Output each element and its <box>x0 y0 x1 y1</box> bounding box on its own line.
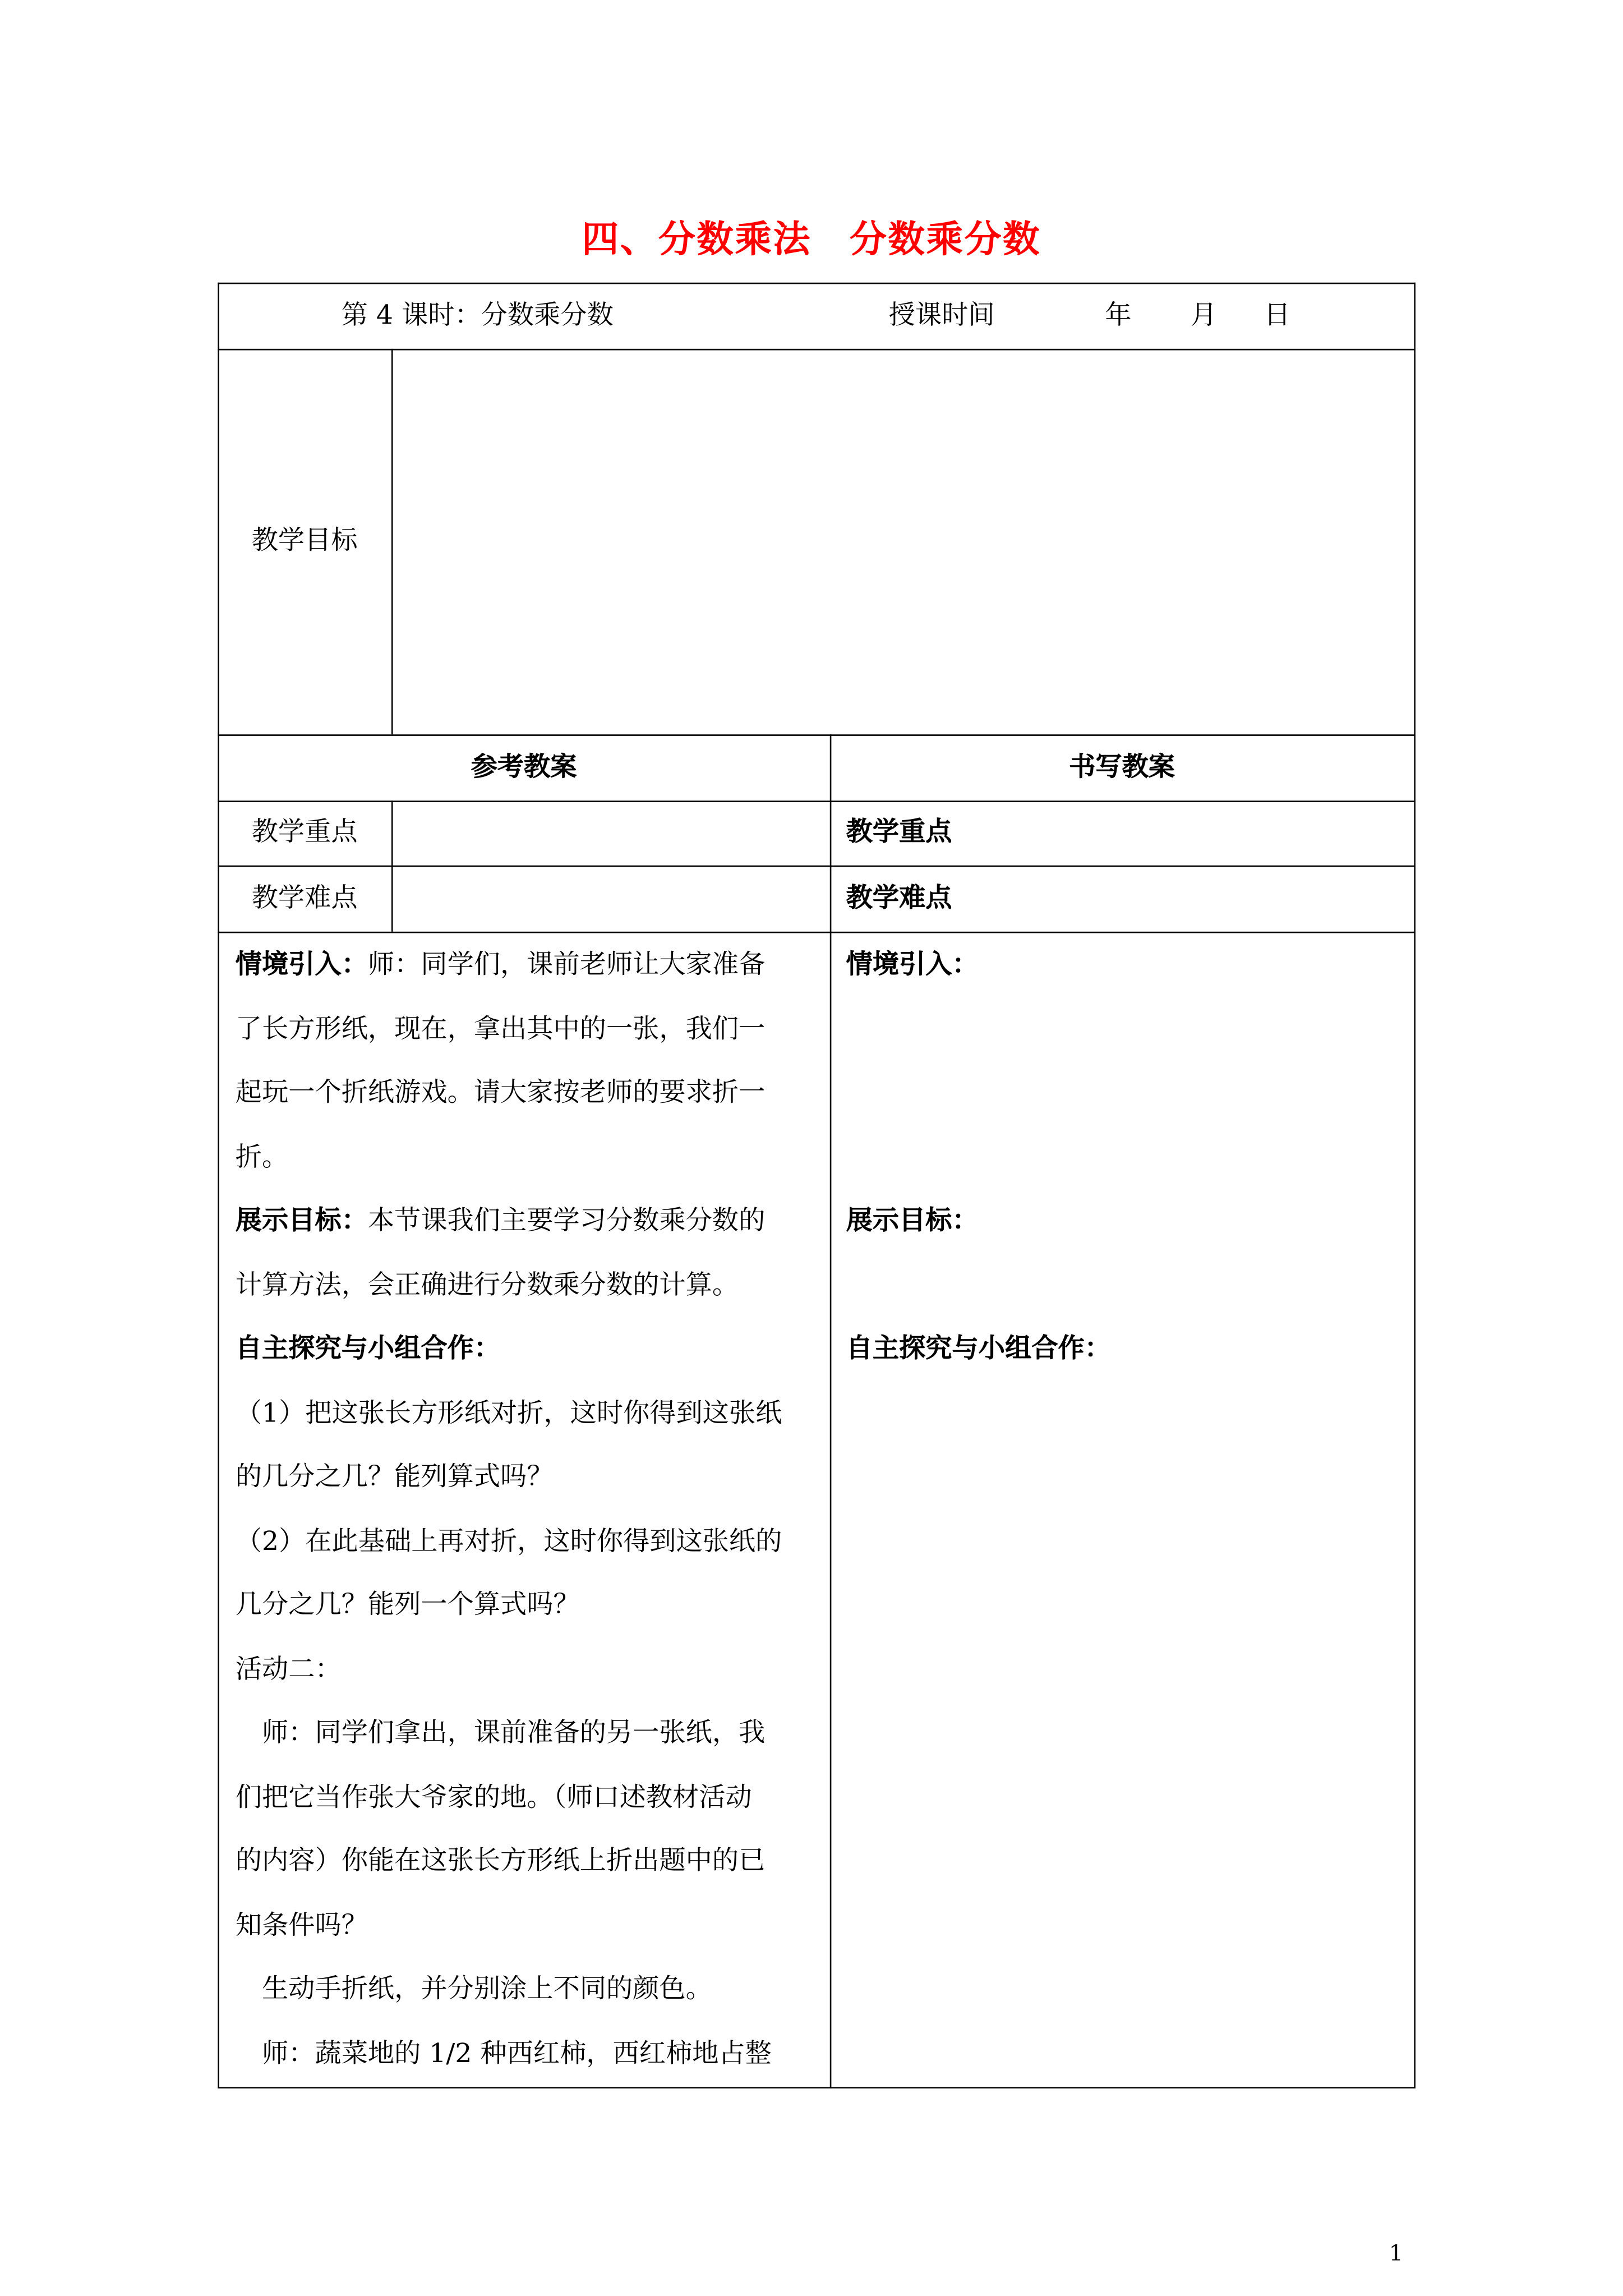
row-divider <box>218 932 1415 933</box>
text-line <box>236 1590 580 1622</box>
page-number: 1 <box>1389 2240 1403 2267</box>
written-intro-heading: 情境引入： <box>846 949 979 981</box>
text-line <box>236 1654 342 1686</box>
text-line <box>236 1205 766 1238</box>
paragraph-text: 的内容）你能在这张长方形纸上折出题中的已 <box>235 1846 766 1877</box>
text-line <box>236 1397 782 1430</box>
text-line <box>236 2038 772 2070</box>
column-header-reference-plan: 参考教案 <box>471 752 577 783</box>
written-exploration-heading: 自主探究与小组合作： <box>846 1333 1111 1365</box>
text-line <box>236 1910 368 1942</box>
row-divider <box>218 734 1415 736</box>
section-heading: 展示目标： <box>235 1205 368 1236</box>
paragraph-text: 的几分之几？能列算式吗？ <box>235 1461 554 1493</box>
paragraph-text: 折。 <box>235 1141 289 1172</box>
text-line <box>236 1718 766 1750</box>
row-divider <box>218 866 1415 867</box>
paragraph-text: 计算方法，会正确进行分数乘分数的计算。 <box>235 1269 739 1301</box>
year-label: 年 <box>1105 300 1132 332</box>
lesson-title: 第 4 课时：分数乘分数 <box>341 300 614 332</box>
page-title: 四、分数乘法 分数乘分数 <box>582 218 1041 261</box>
paragraph-text: 起玩一个折纸游戏。请大家按老师的要求折一 <box>235 1077 766 1108</box>
time-label: 授课时间 <box>888 300 995 332</box>
text-line <box>236 1973 712 2006</box>
center-column-divider <box>830 734 832 2088</box>
row-divider <box>218 800 1415 802</box>
text-line <box>236 1078 766 1110</box>
paragraph-text: 活动二： <box>235 1653 342 1685</box>
paragraph-text: 师：蔬菜地的 1/2 种西红柿，西红柿地占整 <box>235 2037 772 2069</box>
written-difficulty-label: 教学难点 <box>846 883 952 914</box>
text-line <box>236 949 766 982</box>
paragraph-text: 知条件吗？ <box>235 1910 368 1941</box>
paragraph-text: 师：同学们，课前老师让大家准备 <box>367 949 766 981</box>
key-point-label: 教学重点 <box>251 817 358 848</box>
text-line <box>236 1846 766 1878</box>
difficulty-label: 教学难点 <box>251 883 358 914</box>
column-header-written-plan: 书写教案 <box>1069 752 1175 783</box>
text-line <box>236 1269 739 1302</box>
paragraph-text: （1）把这张长方形纸对折，这时你得到这张纸 <box>235 1397 782 1429</box>
paragraph-text: 师：同学们拿出，课前准备的另一张纸，我 <box>235 1717 766 1749</box>
written-key-point-label: 教学重点 <box>846 817 952 848</box>
section-heading: 自主探究与小组合作： <box>235 1333 501 1365</box>
text-line <box>236 1525 782 1558</box>
text-line <box>236 1782 752 1814</box>
paragraph-text: 几分之几？能列一个算式吗？ <box>235 1589 580 1621</box>
table-border-top <box>218 283 1415 284</box>
paragraph-text: 本节课我们主要学习分数乘分数的 <box>367 1205 766 1236</box>
text-line <box>236 1013 766 1046</box>
paragraph-text: （2）在此基础上再对折，这时你得到这张纸的 <box>235 1525 782 1557</box>
label-column-divider <box>391 349 393 734</box>
text-line <box>236 1333 500 1366</box>
table-border-right <box>1414 283 1415 2088</box>
text-line <box>236 1461 554 1494</box>
paragraph-text: 们把它当作张大爷家的地。（师口述教材活动 <box>235 1781 752 1813</box>
day-label: 日 <box>1264 300 1290 332</box>
objectives-label: 教学目标 <box>251 525 358 556</box>
label-column-divider <box>391 800 393 932</box>
row-divider <box>218 349 1415 351</box>
written-goal-heading: 展示目标： <box>846 1205 979 1236</box>
month-label: 月 <box>1190 300 1217 332</box>
section-heading: 情境引入： <box>235 949 368 981</box>
paragraph-text: 了长方形纸，现在，拿出其中的一张，我们一 <box>235 1013 766 1045</box>
table-border-bottom <box>218 2087 1415 2088</box>
text-line <box>236 1142 288 1174</box>
paragraph-text: 生动手折纸，并分别涂上不同的颜色。 <box>235 1973 712 2005</box>
